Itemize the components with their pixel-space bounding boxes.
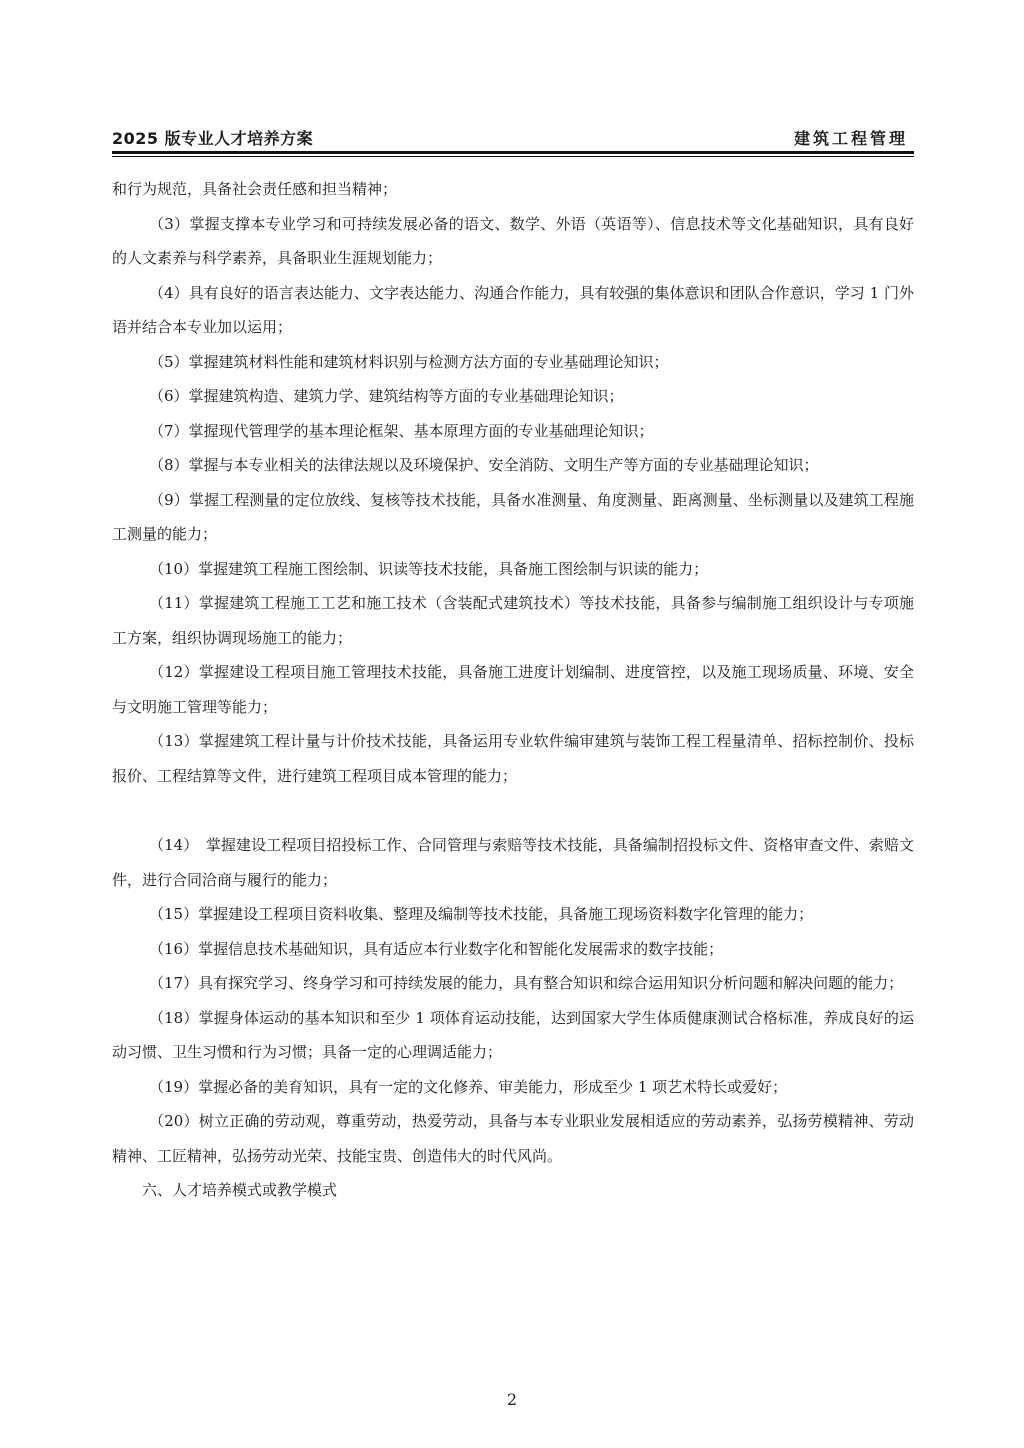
list-item-13: （13）掌握建筑工程计量与计价技术技能，具备运用专业软件编审建筑与装饰工程工程量清单、招标控制价、投标报价、工程结算等文件，进行建筑工程项目成本管理的能力；: [112, 732, 914, 785]
list-item-14: （14） 掌握建设工程项目招投标工作、合同管理与索赔等技术技能，具备编制招投标文件、资格审查文件、索赔文件，进行合同洽商与履行的能力；: [112, 836, 914, 889]
list-item-12: （12）掌握建设工程项目施工管理技术技能，具备施工进度计划编制、进度管控，以及施工现场质量、环境、安全与文明施工管理等能力；: [112, 663, 914, 716]
list-item-4: （4）具有良好的语言表达能力、文字表达能力、沟通合作能力，具有较强的集体意识和团队合作意识，学习 1 门外语并结合本专业加以运用；: [112, 283, 914, 336]
page-number: 2: [506, 1390, 518, 1409]
list-item-7: （7）掌握现代管理学的基本理论框架、基本原理方面的专业基础理论知识；: [149, 421, 654, 440]
header-major-name: 建筑工程管理: [793, 129, 908, 148]
blank-gap: [112, 793, 914, 828]
list-item-10: （10）掌握建筑工程施工图绘制、识读等技术技能，具备施工图绘制与识读的能力；: [149, 559, 709, 578]
list-item-17: （17）具有探究学习、终身学习和可持续发展的能力，具有整合知识和综合运用知识分析问题和解决问题的能力；: [149, 974, 904, 992]
page-header: [112, 122, 914, 154]
page-body: [112, 172, 914, 1208]
list-item-15: （15）掌握建设工程项目资料收集、整理及编制等技术技能，具备施工现场资料数字化管理的能力；: [149, 905, 814, 923]
list-item-20: （20）树立正确的劳动观，尊重劳动，热爱劳动，具备与本专业职业发展相适应的劳动素养，弘扬劳模精神、劳动精神、工匠精神，弘扬劳动光荣、技能宝贵、创造伟大的时代风尚。: [112, 1112, 914, 1165]
list-item-11: （11）掌握建筑工程施工工艺和施工技术（含装配式建筑技术）等技术技能，具备参与编制施工组织设计与专项施工方案，组织协调现场施工的能力；: [112, 594, 914, 647]
list-item-6: （6）掌握建筑构造、建筑力学、建筑结构等方面的专业基础理论知识；: [149, 387, 624, 405]
list-item-8: （8）掌握与本专业相关的法律法规以及环境保护、安全消防、文明生产等方面的专业基础理论知识；: [149, 456, 819, 474]
paragraph-continuation: 和行为规范，具备社会责任感和担当精神；: [112, 180, 398, 198]
list-item-16: （16）掌握信息技术基础知识，具有适应本行业数字化和智能化发展需求的数字技能；: [149, 939, 724, 958]
list-item-3: （3）掌握支撑本专业学习和可持续发展必备的语文、数学、外语（英语等）、信息技术等文化基础知识，具有良好的人文素养与科学素养，具备职业生涯规划能力；: [112, 214, 914, 267]
list-item-5: （5）掌握建筑材料性能和建筑材料识别与检测方法方面的专业基础理论知识；: [149, 352, 669, 371]
header-document-title: 2025 版专业人才培养方案: [112, 129, 314, 148]
section-heading: 六、人才培养模式或教学模式: [142, 1181, 338, 1199]
header-rule-thin: [112, 156, 914, 157]
list-item-9: （9）掌握工程测量的定位放线、复核等技术技能，具备水准测量、角度测量、距离测量、坐标测量以及建筑工程施工测量的能力；: [112, 490, 914, 543]
list-item-19: （19）掌握必备的美育知识，具有一定的文化修养、审美能力，形成至少 1 项艺术特长或爱好；: [149, 1077, 788, 1096]
list-item-18: （18）掌握身体运动的基本知识和至少 1 项体育运动技能，达到国家大学生体质健康测试合格标准，养成良好的运动习惯、卫生习惯和行为习惯；具备一定的心理调适能力；: [112, 1008, 914, 1061]
header-rule-thick: [112, 151, 914, 154]
